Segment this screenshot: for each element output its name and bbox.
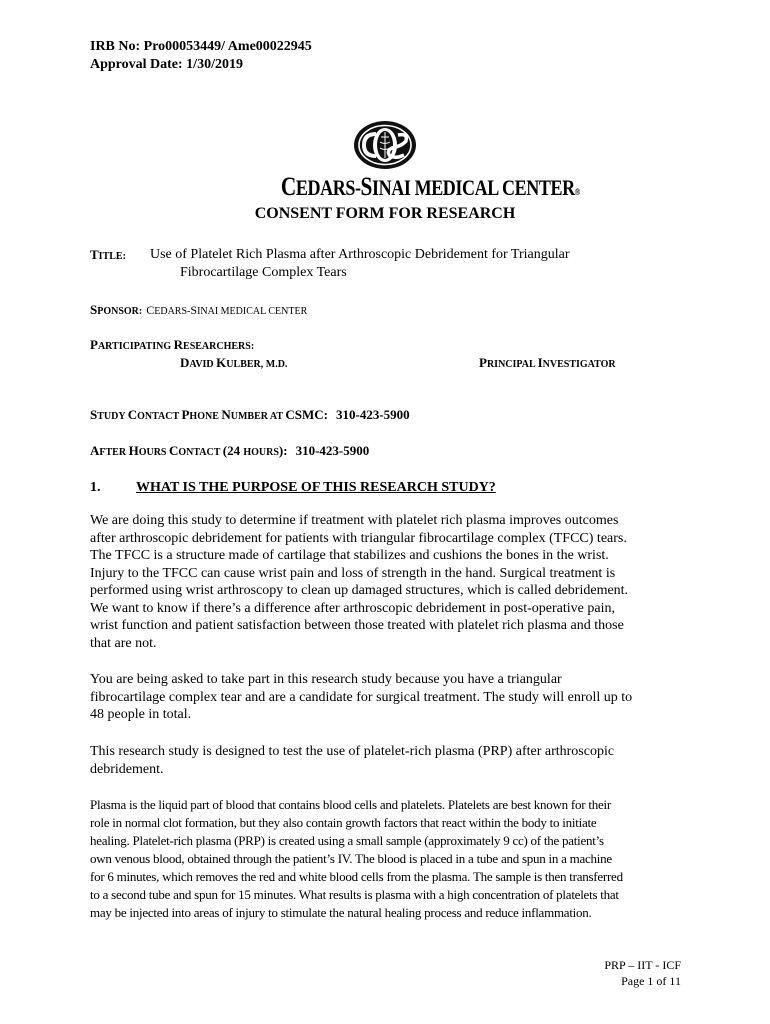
text-line: healing. Platelet-rich plasma (PRP) is created using a small sample (approximately 9 cc) of the patient’s <box>90 833 604 848</box>
text-line: may be injected into areas of injury to stimulate the natural healing process and reduce inflammation. <box>90 905 592 920</box>
text-line: wrist function and patient satisfaction between those treated with platelet rich plasma and those <box>90 618 624 633</box>
text-line: debridement. <box>90 761 164 777</box>
text-line: to a second tube and spun for 15 minutes. What results is plasma with a high concentration of platelets that <box>90 887 619 902</box>
text-line: The TFCC is a structure made of cartilage that stabilizes and cushions the bones in the wrist. <box>90 548 609 563</box>
researcher-role: PRINCIPAL INVESTIGATOR <box>479 355 616 370</box>
text-line: role in normal clot formation, but they also contain growth factors that react within the body to initiate <box>90 815 597 830</box>
paragraph-eligibility <box>90 671 688 724</box>
footer-page-number: Page 1 of 11 <box>621 974 681 988</box>
researcher-name: DAVID KULBER, M.D. <box>180 355 288 370</box>
text-line: 48 people in total. <box>90 707 192 722</box>
study-title-line2: Fibrocartilage Complex Tears <box>180 265 347 280</box>
after-hours-phone: 310-423-5900 <box>295 443 370 458</box>
text-line: Plasma is the liquid part of blood that contains blood cells and platelets. Platelets are best known for their <box>90 797 611 812</box>
researchers-label: PARTICIPATING RESEARCHERS: <box>90 337 255 352</box>
section-number: 1. <box>90 480 101 495</box>
text-line: This research study is designed to test the use of platelet-rich plasma (PRP) after arthroscopic <box>90 744 615 759</box>
cedars-sinai-logo <box>258 120 580 204</box>
paragraph-plasma <box>90 796 688 922</box>
paragraph-purpose <box>90 512 688 652</box>
consent-form-title: CONSENT FORM FOR RESEARCH <box>254 205 516 222</box>
cs-monogram-icon <box>258 120 512 172</box>
text-line: for 6 minutes, which removes the red and white blood cells from the plasma. The sample is then transferred <box>90 869 623 884</box>
irb-number: IRB No: Pro00053449/ Ame00022945 <box>90 39 312 54</box>
sponsor-line: SPONSOR: CEDARS-SINAI MEDICAL CENTER <box>90 302 308 317</box>
study-contact-line: STUDY CONTACT PHONE NUMBER AT CSMC: 310-423-5900 <box>90 407 410 422</box>
text-line: We want to know if there’s a difference after arthroscopic debridement in post-operative pain, <box>90 600 615 616</box>
text-line: performed using wrist arthroscopy to clean up damaged structures, which is called debridement. <box>90 583 629 598</box>
text-line: after arthroscopic debridement for patients with triangular fibrocartilage complex (TFCC) tears. <box>90 530 627 546</box>
paragraph-design <box>90 743 688 778</box>
study-title-line1: Use of Platelet Rich Plasma after Arthroscopic Debridement for Triangular <box>150 247 570 262</box>
text-line: Injury to the TFCC can cause wrist pain and loss of strength in the hand. Surgical treatment is <box>90 565 616 581</box>
text-line: You are being asked to take part in this research study because you have a triangular <box>90 672 562 687</box>
section-title: WHAT IS THE PURPOSE OF THIS RESEARCH STUDY? <box>136 480 496 495</box>
after-hours-line: AFTER HOURS CONTACT (24 HOURS): 310-423-5900 <box>90 443 370 458</box>
text-line: fibrocartilage complex tear and are a candidate for surgical treatment. The study will enroll up to <box>90 689 633 705</box>
text-line: We are doing this study to determine if treatment with platelet rich plasma improves outcomes <box>90 513 619 528</box>
footer-doc-code: PRP – IIT - ICF <box>604 958 681 972</box>
title-label: TITLE: <box>90 247 126 262</box>
study-contact-phone: 310-423-5900 <box>336 407 410 422</box>
text-line: that are not. <box>90 635 157 651</box>
text-line: own venous blood, obtained through the patient’s IV. The blood is placed in a tube and spun in a machine <box>90 851 612 866</box>
logo-wordmark: CEDARS-SINAI MEDICAL CENTER® <box>280 172 580 201</box>
approval-date: Approval Date: 1/30/2019 <box>90 57 243 72</box>
